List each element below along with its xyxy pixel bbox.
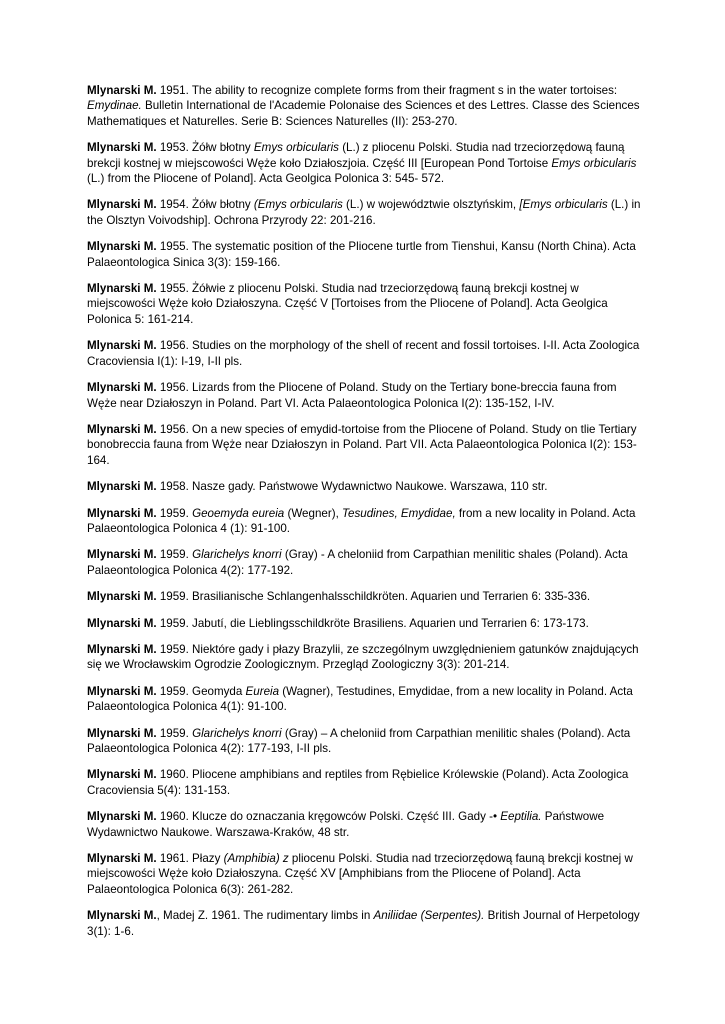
reference-entry [87,380,647,411]
reference-italic-text: Emys orbicularis [253,141,339,155]
reference-text: 1956. Studies on the morphology of the shell of recent and fossil tortoises. I-II. Acta Zoologica Cracoviensia I(1): I-19, I-II pls. [87,339,640,368]
reference-entry [87,547,647,578]
reference-entry [87,479,647,494]
reference-entry [87,809,647,840]
reference-author: Mlynarski M. [87,590,157,604]
reference-text: 1960. Klucze do oznaczania kręgowców Polski. Część III. Gady -• [156,810,501,824]
reference-text: 1959. Geomyda [156,684,246,698]
reference-author: Mlynarski M. [87,810,157,824]
reference-italic-text: Eeptilia. [500,810,542,824]
reference-italic-text: (Amphibia) z [223,852,289,866]
reference-italic-text: Geoemyda eureia [192,506,285,520]
reference-entry [87,506,647,537]
reference-text: from a new locality in Poland. Acta Palaeontologica Polonica 4 (1): 91-100. [87,506,636,535]
reference-text: 1959. Niektóre gady i płazy Brazylii, ze szczególnym uwzględnieniem gatunków znajdujących się we Wrocławskim Ogrodzie Zoologicznym. Przegląd Zoologiczny 3(3): 201-214. [87,642,639,672]
reference-entry [87,642,647,673]
reference-author: Mlynarski M. [87,141,157,155]
reference-italic-text: Glarichelys knorri [192,548,282,562]
reference-author: Mlynarski M. [87,909,157,923]
reference-author: Mlynarski M. [87,642,157,656]
reference-entry [87,616,647,631]
reference-entry [87,83,647,129]
reference-author: Mlynarski M. [87,852,157,866]
reference-text: 1954. Żółw błotny [156,198,254,212]
reference-text: (Wegner), [284,506,343,520]
reference-entry [87,767,647,798]
reference-italic-text: Emydinae. [87,99,142,113]
reference-text: 1961. Płazy [156,852,224,866]
reference-text: (L.) w województwie olsztyńskim, [342,198,520,212]
reference-entry [87,851,647,897]
reference-italic-text: Glarichelys knorri [192,726,282,740]
reference-text: 1959. Jabutí, die Lieblingsschildkröte Brasiliens. Aquarien und Terrarien 6: 173-173. [156,616,589,630]
reference-text: 1956. On a new species of emydid-tortoise from the Pliocene of Poland. Study on tlie Tertiary bonobreccia fauna from Węże near Działoszyn in Poland. Part VII. Acta Palaeontologica Polonica I(2): 153-164. [87,422,637,467]
reference-list [87,83,647,950]
reference-author: Mlynarski M. [87,768,157,782]
reference-text: (Gray) – A cheloniid from Carpathian menilitic shales (Poland). Acta Palaeontologica Polonica 4(2): 177-193, I-II pls. [87,726,631,755]
reference-entry [87,281,647,327]
reference-text: (Gray) - A cheloniid from Carpathian menilitic shales (Poland). Acta Palaeontologica Polonica 4(2): 177-192. [87,548,628,577]
reference-author: Mlynarski M. [87,684,157,698]
reference-text: Państwowe Wydawnictwo Naukowe. Warszawa-Kraków, 48 str. [87,810,605,839]
reference-text: 1951. The ability to recognize complete forms from their fragment s in the water tortoises: [156,84,618,97]
reference-italic-text: (Emys orbicularis [253,198,343,212]
reference-text: 1960. Pliocene amphibians and reptiles from Rębielice Królewskie (Poland). Acta Zoologica Cracoviensia 5(4): 131-153. [87,768,629,797]
reference-text: 1958. Nasze gady. Państwowe Wydawnictwo Naukowe. Warszawa, 110 str. [156,480,548,494]
reference-entry [87,338,647,369]
reference-author: Mlynarski M. [87,240,157,254]
reference-italic-text: Eureia [245,684,280,698]
reference-italic-text: Aniliidae (Serpentes). [373,909,485,923]
reference-text: 1953. Żółw błotny [156,141,254,155]
reference-text: (Wagner), Testudines, Emydidae, from a new locality in Poland. Acta Palaeontologica Polonica 4(1): 91-100. [87,684,633,714]
reference-author: Mlynarski M. [87,339,157,353]
reference-author: Mlynarski M. [87,480,157,494]
reference-entry [87,140,647,186]
reference-text: (L.) z pliocenu Polski. Studia nad trzeciorzędową fauną brekcji kostnej w miejscowości Węże koło Działoszjoia. Część III [European Pond Tortoise [87,141,625,170]
reference-text: British Journal of Herpetology 3(1): 1-6. [87,909,640,938]
reference-text: 1959. [156,726,193,740]
reference-italic-text: [Emys orbicularis [519,198,608,212]
reference-text: (L.) in the Olsztyn Voivodship]. Ochrona Przyrody 22: 201-216. [87,198,641,227]
reference-author: Mlynarski M. [87,282,157,296]
reference-entry [87,908,647,939]
reference-author: Mlynarski M. [87,616,157,630]
reference-author: Mlynarski M. [87,506,157,520]
reference-entry [87,422,647,468]
reference-text: 1959. [156,548,193,562]
reference-entry [87,239,647,270]
reference-text: Bulletin International de l'Academie Polonaise des Sciences et des Lettres. Classe des Sciences Mathematiques et Naturelles. Serie B: Sciences Naturelles (II): 253-270. [87,99,640,128]
reference-text: 1959. [156,506,193,520]
reference-author: Mlynarski M. [87,381,157,395]
reference-text: (L.) from the Pliocene of Poland]. Acta Geolgica Polonica 3: 545- 572. [87,172,445,186]
reference-text: 1955. The systematic position of the Pliocene turtle from Tienshui, Kansu (North China). Acta Palaeontologica Sinica 3(3): 159-166. [87,240,636,269]
reference-text: 1955. Żółwie z pliocenu Polski. Studia nad trzeciorzędową fauną brekcji kostnej w miejscowości Węże koło Działoszyna. Część V [Tortoises from the Pliocene of Poland]. Acta Geolgica Polonica 5: 161-214. [87,282,608,326]
reference-entry [87,726,647,757]
reference-text: pliocenu Polski. Studia nad trzeciorzędową fauną brekcji kostnej w miejscowości Węże koło Działoszyna. Część XV [Amphibians from the Pliocene of Poland]. Acta Palaeontologica Polonica 6(3): 261-282. [87,852,633,896]
reference-entry [87,197,647,228]
reference-text: 1959. Brasilianische Schlangenhalsschildkröten. Aquarien und Terrarien 6: 335-336. [156,590,591,604]
reference-italic-text: Emys orbicularis [551,156,637,170]
reference-text: 1956. Lizards from the Pliocene of Poland. Study on the Tertiary bone-breccia fauna from Węże near Działoszyn in Poland. Part VI. Acta Palaeontologica Polonica I(2): 135-152, I-IV. [87,381,617,410]
reference-author: Mlynarski M. [87,422,157,436]
reference-author: Mlynarski M. [87,198,157,212]
reference-author: Mlynarski M. [87,84,157,97]
reference-entry [87,589,647,604]
reference-author: Mlynarski M. [87,726,157,740]
reference-text: , Madej Z. 1961. The rudimentary limbs in [156,909,374,923]
reference-italic-text: Tesudines, Emydidae, [342,506,456,520]
reference-entry [87,684,647,715]
reference-author: Mlynarski M. [87,548,157,562]
